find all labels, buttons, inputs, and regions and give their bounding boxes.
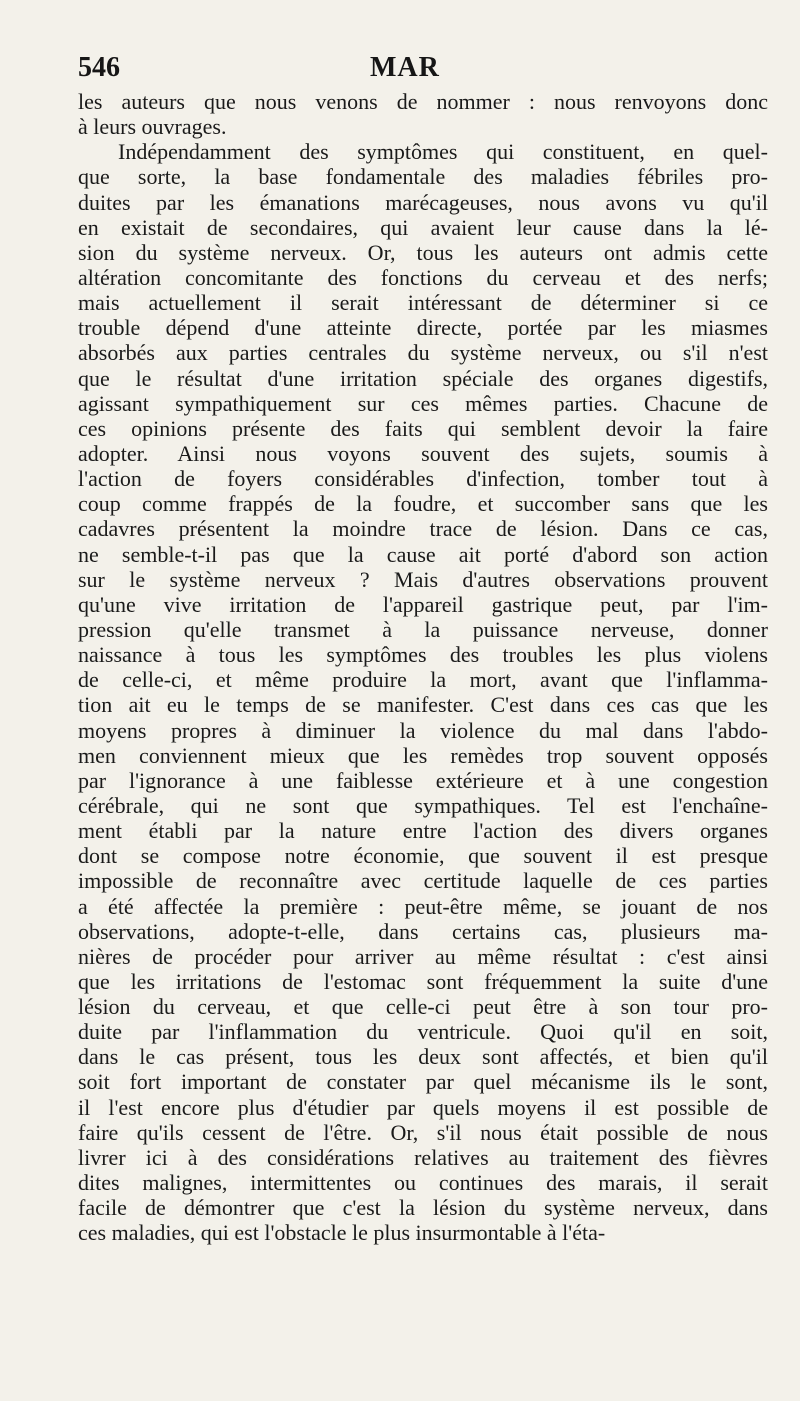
text-line: ces opinions présente des faits qui semblent devoir la faire (78, 415, 768, 441)
text-line: livrer ici à des considérations relatives au traitement des fièvres (78, 1144, 768, 1170)
text-line: naissance à tous les symptômes des troubles les plus violens (78, 642, 768, 668)
text-line: qu'une vive irritation de l'appareil gastrique peut, par l'im- (78, 591, 768, 617)
text-line: ment établi par la nature entre l'action des divers organes (78, 818, 768, 844)
text-line: que le résultat d'une irritation spéciale des organes digestifs, (78, 365, 768, 391)
text-line: faire qu'ils cessent de l'être. Or, s'il nous était possible de nous (78, 1119, 768, 1145)
text-line: coup comme frappés de la foudre, et succomber sans que les (78, 491, 768, 517)
text-line: impossible de reconnaître avec certitude laquelle de ces parties (78, 868, 768, 894)
text-line: mais actuellement il serait intéressant de déterminer si ce (78, 290, 768, 316)
text-line: trouble dépend d'une atteinte directe, portée par les miasmes (78, 315, 768, 341)
text-line: cérébrale, qui ne sont que sympathiques. Tel est l'enchaîne- (78, 792, 768, 818)
text-line: à leurs ouvrages. (78, 114, 227, 140)
text-line: que sorte, la base fondamentale des maladies fébriles pro- (78, 164, 768, 190)
text-line: adopter. Ainsi nous voyons souvent des sujets, soumis à (78, 440, 768, 466)
text-line: il l'est encore plus d'étudier par quels moyens il est possible de (78, 1094, 768, 1120)
page-header (78, 52, 768, 92)
body-text (78, 89, 768, 1245)
text-line: dans le cas présent, tous les deux sont affectés, et bien qu'il (78, 1044, 768, 1070)
text-line: duites par les émanations marécageuses, nous avons vu qu'il (78, 189, 768, 215)
text-line: Indépendamment des symptômes qui constituent, en quel- (118, 139, 768, 165)
text-line: men conviennent mieux que les remèdes trop souvent opposés (78, 742, 768, 768)
text-line: ne semble-t-il pas que la cause ait porté d'abord son action (78, 541, 768, 567)
text-line: lésion du cerveau, et que celle-ci peut être à son tour pro- (78, 994, 768, 1020)
text-line: ces maladies, qui est l'obstacle le plus insurmontable à l'éta- (78, 1220, 606, 1246)
text-line: l'action de foyers considérables d'infection, tomber tout à (78, 466, 768, 492)
text-line: dites malignes, intermittentes ou continues des marais, il serait (78, 1170, 768, 1196)
text-line: facile de démontrer que c'est la lésion du système nerveux, dans (78, 1195, 768, 1221)
paragraph (78, 89, 768, 139)
text-line: moyens propres à diminuer la violence du mal dans l'abdo- (78, 717, 768, 743)
running-head: MAR (370, 52, 440, 83)
text-line: a été affectée la première : peut-être même, se jouant de nos (78, 893, 768, 919)
text-line: dont se compose notre économie, que souvent il est presque (78, 843, 768, 869)
page-number: 546 (78, 52, 120, 83)
paragraph (78, 139, 768, 1245)
text-line: par l'ignorance à une faiblesse extérieure et à une congestion (78, 767, 768, 793)
text-line: sion du système nerveux. Or, tous les auteurs ont admis cette (78, 239, 768, 265)
text-line: cadavres présentent la moindre trace de lésion. Dans ce cas, (78, 516, 768, 542)
text-line: altération concomitante des fonctions du cerveau et des nerfs; (78, 264, 768, 290)
text-line: soit fort important de constater par quel mécanisme ils le sont, (78, 1069, 768, 1095)
text-line: que les irritations de l'estomac sont fréquemment la suite d'une (78, 968, 768, 994)
text-line: en existait de secondaires, qui avaient leur cause dans la lé- (78, 214, 768, 240)
text-line: absorbés aux parties centrales du système nerveux, ou s'il n'est (78, 340, 768, 366)
text-line: observations, adopte-t-elle, dans certains cas, plusieurs ma- (78, 918, 768, 944)
text-line: sur le système nerveux ? Mais d'autres observations prouvent (78, 566, 768, 592)
text-line: pression qu'elle transmet à la puissance nerveuse, donner (78, 616, 768, 642)
text-line: de celle-ci, et même produire la mort, avant que l'inflamma- (78, 667, 768, 693)
text-line: les auteurs que nous venons de nommer : nous renvoyons donc (78, 89, 768, 114)
text-line: nières de procéder pour arriver au même résultat : c'est ainsi (78, 943, 768, 969)
text-line: agissant sympathiquement sur ces mêmes parties. Chacune de (78, 390, 768, 416)
text-line: duite par l'inflammation du ventricule. Quoi qu'il en soit, (78, 1019, 768, 1045)
text-line: tion ait eu le temps de se manifester. C'est dans ces cas que les (78, 692, 768, 718)
